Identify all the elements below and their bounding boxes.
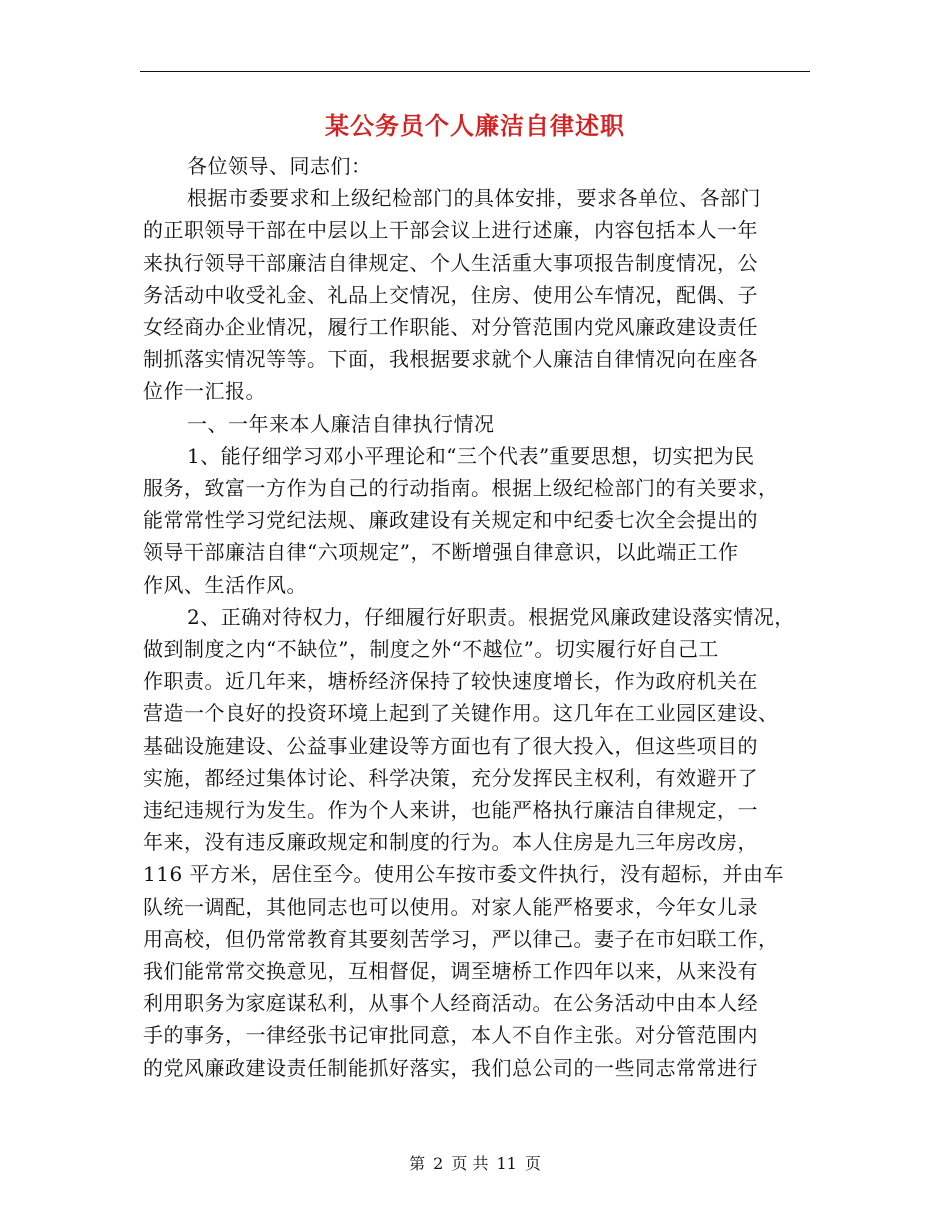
page-footer: [0, 1152, 950, 1176]
body-line: 1、能仔细学习邓小平理论和“三个代表”重要思想，切实把为民: [187, 443, 755, 468]
body-line: 做到制度之内“不缺位”，制度之外“不越位”。切实履行好自己工: [143, 637, 719, 661]
body-line: 实施，都经过集体讨论、科学决策，充分发挥民主权利，有效避开了: [143, 765, 758, 790]
body-line: 利用职务为家庭谋私利，从事个人经商活动。在公务活动中由本人经: [143, 991, 758, 1016]
body-line: 服务，致富一方作为自己的行动指南。根据上级纪检部门的有关要求，: [143, 476, 779, 500]
body-line: 违纪违规行为发生。作为个人来讲，也能严格执行廉洁自律规定，一: [143, 798, 758, 822]
body-line: 作风、生活作风。: [143, 572, 307, 597]
body-line: 领导干部廉洁自律“六项规定”，不断增强自律意识，以此端正工作: [143, 540, 739, 565]
footer-suffix: 页: [524, 1154, 541, 1173]
body-line: 基础设施建设、公益事业建设等方面也有了很大投入，但这些项目的: [143, 733, 758, 758]
body-line: 制抓落实情况等等。下面，我根据要求就个人廉洁自律情况向在座各: [143, 347, 758, 372]
body-line: 位作一汇报。: [143, 379, 266, 404]
body-line: 营造一个良好的投资环境上起到了关键作用。这几年在工业园区建设、: [143, 701, 779, 726]
body-line: 2、正确对待权力，仔细履行好职责。根据党风廉政建设落实情况，: [187, 604, 795, 629]
body-line: 务活动中收受礼金、礼品上交情况，住房、使用公车情况，配偶、子: [143, 282, 758, 307]
footer-page-number: 2: [433, 1154, 444, 1173]
body-line: 116 平方米，居住至今。使用公车按市委文件执行，没有超标，并由车: [143, 862, 785, 887]
body-line: 我们能常常交换意见，互相督促，调至塘桥工作四年以来，从来没有: [143, 959, 758, 983]
body-line: 根据市委要求和上级纪检部门的具体安排，要求各单位、各部门: [187, 186, 761, 211]
body-line: 年来，没有违反廉政规定和制度的行为。本人住房是九三年房改房，: [143, 830, 758, 855]
document-title: 某公务员个人廉洁自律述职: [325, 111, 625, 140]
body-line: 手的事务，一律经张书记审批同意，本人不自作主张。对分管范围内: [143, 1023, 758, 1048]
body-line: 女经商办企业情况，履行工作职能、对分管范围内党风廉政建设责任: [143, 315, 758, 339]
body-line: 的正职领导干部在中层以上干部会议上进行述廉，内容包括本人一年: [143, 218, 758, 243]
body-line: 各位领导、同志们：: [187, 154, 372, 178]
body-line: 来执行领导干部廉洁自律规定、个人生活重大事项报告制度情况，公: [143, 250, 758, 275]
body-line: 能常常性学习党纪法规、廉政建设有关规定和中纪委七次全会提出的: [143, 508, 758, 533]
body-line: 一、一年来本人廉洁自律执行情况: [187, 411, 495, 436]
footer-total-pages: 11: [496, 1154, 517, 1173]
body-line: 作职责。近几年来，塘桥经济保持了较快速度增长，作为政府机关在: [143, 669, 758, 694]
footer-middle: 页 共: [451, 1154, 489, 1173]
footer-prefix: 第: [409, 1154, 426, 1173]
header-rule: [140, 71, 810, 72]
body-line: 用高校，但仍常常教育其要刻苦学习，严以律己。妻子在市妇联工作，: [143, 926, 779, 951]
body-line: 的党风廉政建设责任制能抓好落实，我们总公司的一些同志常常进行: [143, 1055, 758, 1080]
body-line: 队统一调配，其他同志也可以使用。对家人能严格要求，今年女儿录: [143, 894, 758, 919]
